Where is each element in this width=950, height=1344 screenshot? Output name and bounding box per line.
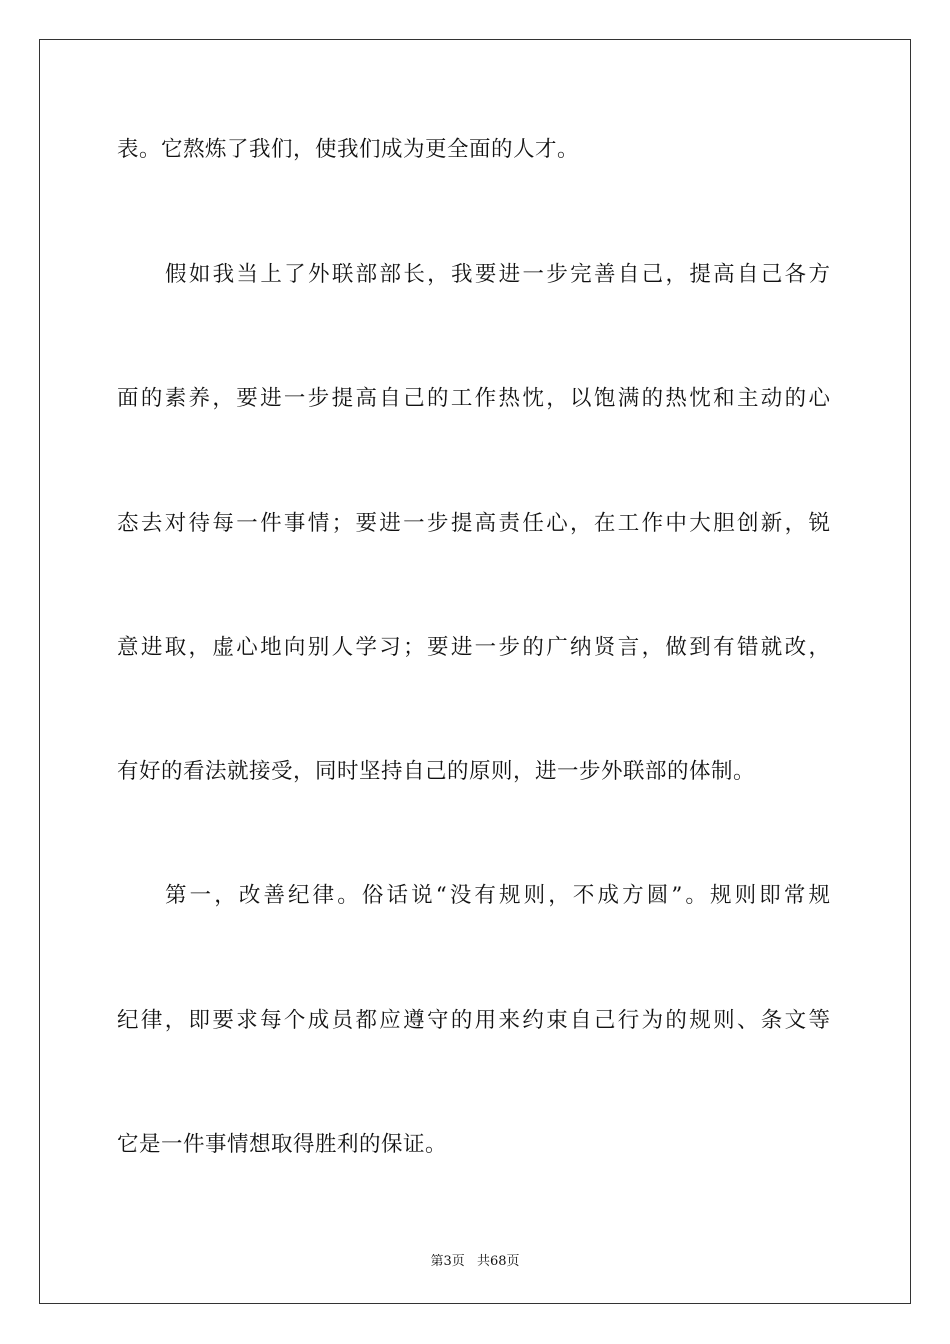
text-line-2: 假如我当上了外联部部长，我要进一步完善自己，提高自己各方: [165, 262, 830, 287]
text-line-7: 第一，改善纪律。俗话说“没有规则，不成方圆”。规则即常规: [165, 883, 830, 908]
text-line-5: 意进取，虚心地向别人学习；要进一步的广纳贤言，做到有错就改，: [117, 635, 830, 660]
text-line-9: 它是一件事情想取得胜利的保证。: [117, 1132, 448, 1157]
text-line-3: 面的素养，要进一步提高自己的工作热忱，以饱满的热忱和主动的心: [117, 386, 830, 411]
page-border: [39, 39, 911, 1304]
text-line-6: 有好的看法就接受，同时坚持自己的原则，进一步外联部的体制。: [117, 759, 756, 784]
page-number: 第3页: [430, 1254, 465, 1269]
page-total: 共68页: [476, 1254, 520, 1269]
text-line-8: 纪律，即要求每个成员都应遵守的用来约束自己行为的规则、条文等: [117, 1008, 830, 1033]
text-line-4: 态去对待每一件事情；要进一步提高责任心，在工作中大胆创新，锐: [117, 511, 830, 536]
page-footer: [0, 1250, 950, 1269]
text-line-1: 表。它熬炼了我们，使我们成为更全面的人才。: [117, 137, 580, 162]
